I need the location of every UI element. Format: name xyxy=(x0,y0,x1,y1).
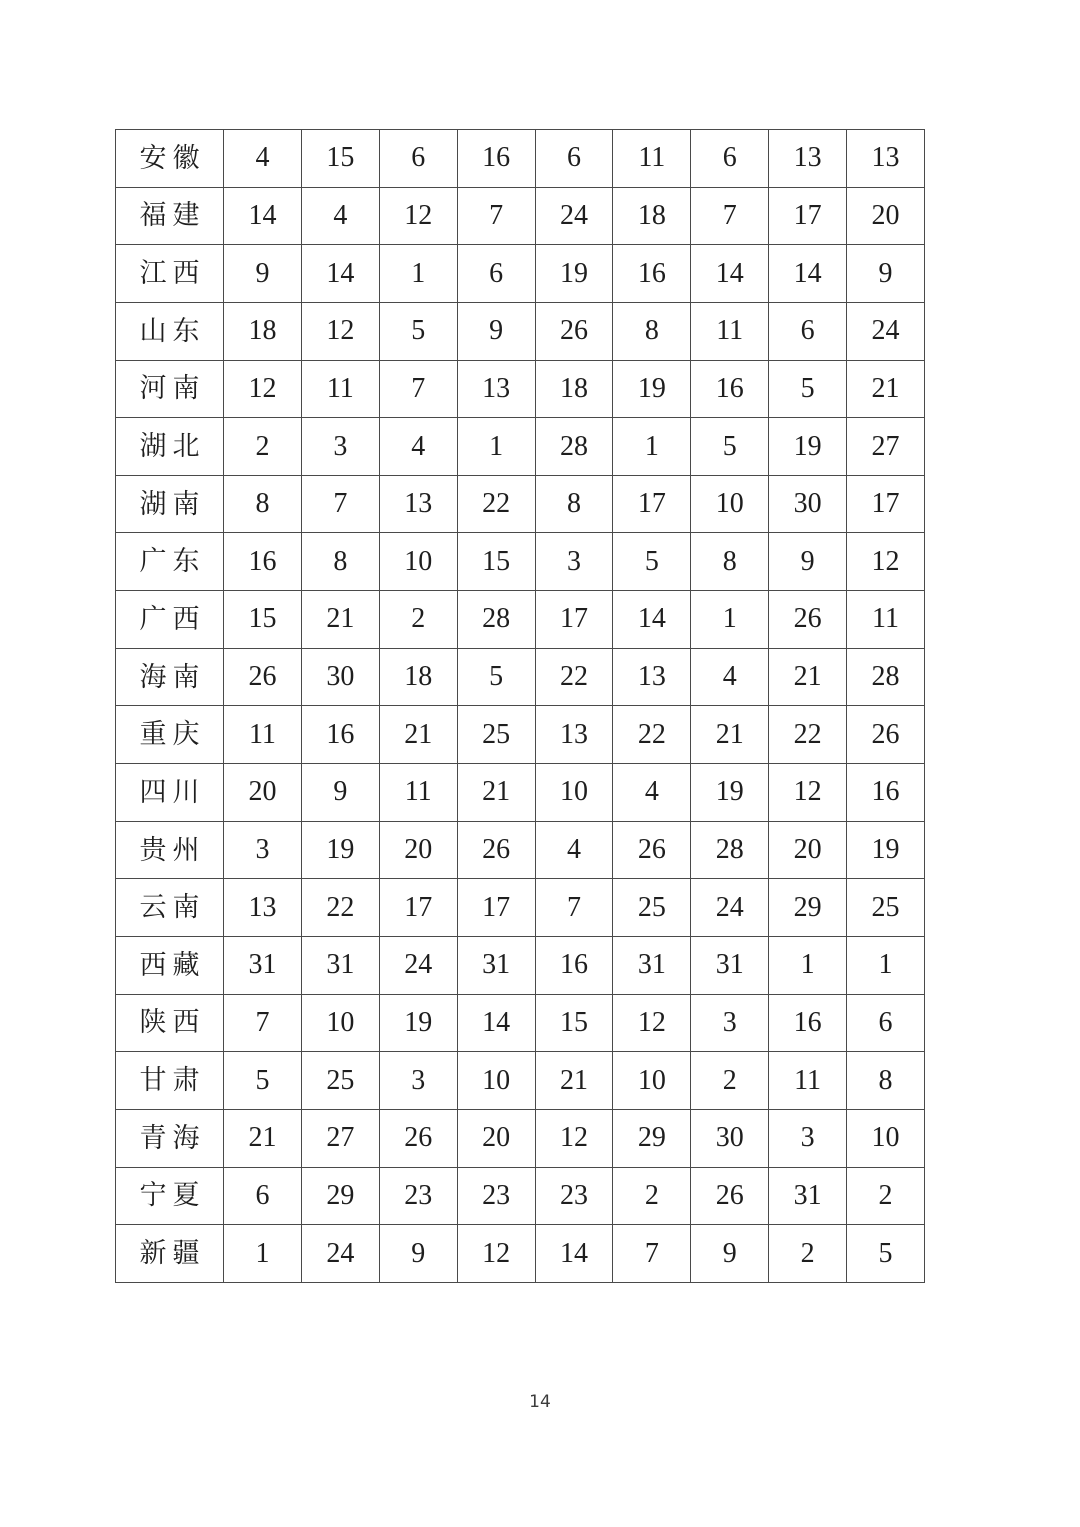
value-cell: 3 xyxy=(224,821,302,879)
value-cell: 3 xyxy=(301,418,379,476)
province-cell: 山东 xyxy=(116,302,224,360)
value-cell: 26 xyxy=(379,1109,457,1167)
value-cell: 15 xyxy=(224,591,302,649)
value-cell: 22 xyxy=(535,648,613,706)
value-cell: 7 xyxy=(379,360,457,418)
value-cell: 26 xyxy=(457,821,535,879)
value-cell: 8 xyxy=(224,475,302,533)
value-cell: 25 xyxy=(613,879,691,937)
value-cell: 13 xyxy=(535,706,613,764)
value-cell: 25 xyxy=(457,706,535,764)
table-row xyxy=(116,879,925,937)
value-cell: 19 xyxy=(847,821,925,879)
value-cell: 7 xyxy=(457,187,535,245)
value-cell: 31 xyxy=(301,936,379,994)
table-row xyxy=(116,706,925,764)
value-cell: 2 xyxy=(691,1052,769,1110)
value-cell: 17 xyxy=(847,475,925,533)
value-cell: 6 xyxy=(535,130,613,188)
value-cell: 4 xyxy=(379,418,457,476)
value-cell: 9 xyxy=(691,1225,769,1283)
value-cell: 14 xyxy=(769,245,847,303)
value-cell: 21 xyxy=(769,648,847,706)
value-cell: 4 xyxy=(535,821,613,879)
value-cell: 2 xyxy=(847,1167,925,1225)
value-cell: 8 xyxy=(613,302,691,360)
province-cell: 新疆 xyxy=(116,1225,224,1283)
value-cell: 11 xyxy=(769,1052,847,1110)
value-cell: 12 xyxy=(224,360,302,418)
value-cell: 26 xyxy=(224,648,302,706)
value-cell: 23 xyxy=(457,1167,535,1225)
province-cell: 安徽 xyxy=(116,130,224,188)
table-row xyxy=(116,994,925,1052)
value-cell: 7 xyxy=(691,187,769,245)
value-cell: 4 xyxy=(224,130,302,188)
value-cell: 23 xyxy=(535,1167,613,1225)
value-cell: 21 xyxy=(691,706,769,764)
province-cell: 甘肃 xyxy=(116,1052,224,1110)
value-cell: 12 xyxy=(769,764,847,822)
value-cell: 18 xyxy=(379,648,457,706)
value-cell: 1 xyxy=(691,591,769,649)
value-cell: 19 xyxy=(769,418,847,476)
value-cell: 7 xyxy=(301,475,379,533)
value-cell: 14 xyxy=(691,245,769,303)
table-row xyxy=(116,302,925,360)
value-cell: 30 xyxy=(769,475,847,533)
value-cell: 10 xyxy=(535,764,613,822)
value-cell: 17 xyxy=(379,879,457,937)
value-cell: 20 xyxy=(847,187,925,245)
table-row xyxy=(116,360,925,418)
value-cell: 4 xyxy=(691,648,769,706)
value-cell: 15 xyxy=(535,994,613,1052)
value-cell: 1 xyxy=(379,245,457,303)
value-cell: 10 xyxy=(457,1052,535,1110)
table-row xyxy=(116,591,925,649)
value-cell: 8 xyxy=(535,475,613,533)
value-cell: 13 xyxy=(379,475,457,533)
value-cell: 16 xyxy=(613,245,691,303)
table-row xyxy=(116,821,925,879)
value-cell: 12 xyxy=(535,1109,613,1167)
value-cell: 25 xyxy=(847,879,925,937)
value-cell: 9 xyxy=(301,764,379,822)
province-cell: 陕西 xyxy=(116,994,224,1052)
table-row xyxy=(116,1052,925,1110)
value-cell: 12 xyxy=(847,533,925,591)
value-cell: 11 xyxy=(847,591,925,649)
table-row xyxy=(116,1109,925,1167)
value-cell: 3 xyxy=(691,994,769,1052)
province-rank-table xyxy=(115,129,925,1283)
value-cell: 20 xyxy=(379,821,457,879)
value-cell: 19 xyxy=(301,821,379,879)
value-cell: 24 xyxy=(847,302,925,360)
value-cell: 3 xyxy=(379,1052,457,1110)
value-cell: 16 xyxy=(691,360,769,418)
value-cell: 31 xyxy=(691,936,769,994)
value-cell: 26 xyxy=(769,591,847,649)
value-cell: 13 xyxy=(769,130,847,188)
table-row xyxy=(116,1225,925,1283)
value-cell: 9 xyxy=(379,1225,457,1283)
value-cell: 26 xyxy=(613,821,691,879)
value-cell: 22 xyxy=(769,706,847,764)
value-cell: 17 xyxy=(457,879,535,937)
value-cell: 10 xyxy=(301,994,379,1052)
value-cell: 20 xyxy=(224,764,302,822)
value-cell: 9 xyxy=(769,533,847,591)
value-cell: 9 xyxy=(457,302,535,360)
value-cell: 31 xyxy=(224,936,302,994)
value-cell: 6 xyxy=(847,994,925,1052)
value-cell: 30 xyxy=(691,1109,769,1167)
value-cell: 6 xyxy=(769,302,847,360)
value-cell: 19 xyxy=(613,360,691,418)
province-cell: 广西 xyxy=(116,591,224,649)
table-row xyxy=(116,245,925,303)
value-cell: 20 xyxy=(457,1109,535,1167)
province-cell: 福建 xyxy=(116,187,224,245)
value-cell: 31 xyxy=(769,1167,847,1225)
value-cell: 28 xyxy=(535,418,613,476)
value-cell: 27 xyxy=(847,418,925,476)
value-cell: 26 xyxy=(847,706,925,764)
value-cell: 26 xyxy=(535,302,613,360)
value-cell: 21 xyxy=(535,1052,613,1110)
table-row xyxy=(116,648,925,706)
value-cell: 3 xyxy=(769,1109,847,1167)
value-cell: 4 xyxy=(301,187,379,245)
value-cell: 16 xyxy=(535,936,613,994)
value-cell: 21 xyxy=(224,1109,302,1167)
value-cell: 1 xyxy=(769,936,847,994)
table-row xyxy=(116,475,925,533)
value-cell: 5 xyxy=(769,360,847,418)
value-cell: 8 xyxy=(847,1052,925,1110)
province-cell: 江西 xyxy=(116,245,224,303)
province-cell: 广东 xyxy=(116,533,224,591)
province-cell: 贵州 xyxy=(116,821,224,879)
value-cell: 10 xyxy=(379,533,457,591)
value-cell: 6 xyxy=(457,245,535,303)
value-cell: 8 xyxy=(301,533,379,591)
value-cell: 29 xyxy=(301,1167,379,1225)
value-cell: 7 xyxy=(224,994,302,1052)
value-cell: 12 xyxy=(301,302,379,360)
value-cell: 14 xyxy=(457,994,535,1052)
page-number: 14 xyxy=(529,1392,551,1412)
value-cell: 16 xyxy=(769,994,847,1052)
value-cell: 13 xyxy=(613,648,691,706)
value-cell: 7 xyxy=(613,1225,691,1283)
table-row xyxy=(116,418,925,476)
value-cell: 25 xyxy=(301,1052,379,1110)
province-cell: 西藏 xyxy=(116,936,224,994)
value-cell: 11 xyxy=(301,360,379,418)
value-cell: 2 xyxy=(613,1167,691,1225)
value-cell: 18 xyxy=(224,302,302,360)
value-cell: 12 xyxy=(613,994,691,1052)
value-cell: 1 xyxy=(224,1225,302,1283)
value-cell: 6 xyxy=(691,130,769,188)
value-cell: 16 xyxy=(224,533,302,591)
value-cell: 16 xyxy=(847,764,925,822)
value-cell: 28 xyxy=(847,648,925,706)
value-cell: 14 xyxy=(301,245,379,303)
table-row xyxy=(116,936,925,994)
value-cell: 9 xyxy=(224,245,302,303)
value-cell: 11 xyxy=(379,764,457,822)
value-cell: 26 xyxy=(691,1167,769,1225)
value-cell: 20 xyxy=(769,821,847,879)
value-cell: 5 xyxy=(457,648,535,706)
province-cell: 四川 xyxy=(116,764,224,822)
value-cell: 14 xyxy=(613,591,691,649)
value-cell: 29 xyxy=(613,1109,691,1167)
province-cell: 湖南 xyxy=(116,475,224,533)
table-row xyxy=(116,1167,925,1225)
value-cell: 15 xyxy=(457,533,535,591)
province-cell: 云南 xyxy=(116,879,224,937)
value-cell: 6 xyxy=(379,130,457,188)
value-cell: 21 xyxy=(847,360,925,418)
table-row xyxy=(116,187,925,245)
value-cell: 22 xyxy=(613,706,691,764)
value-cell: 3 xyxy=(535,533,613,591)
value-cell: 1 xyxy=(847,936,925,994)
value-cell: 16 xyxy=(301,706,379,764)
table-row xyxy=(116,533,925,591)
value-cell: 13 xyxy=(224,879,302,937)
value-cell: 11 xyxy=(691,302,769,360)
value-cell: 19 xyxy=(379,994,457,1052)
table-row xyxy=(116,130,925,188)
value-cell: 21 xyxy=(379,706,457,764)
value-cell: 14 xyxy=(535,1225,613,1283)
value-cell: 5 xyxy=(691,418,769,476)
value-cell: 9 xyxy=(847,245,925,303)
value-cell: 31 xyxy=(457,936,535,994)
table-row xyxy=(116,764,925,822)
value-cell: 4 xyxy=(613,764,691,822)
value-cell: 30 xyxy=(301,648,379,706)
value-cell: 5 xyxy=(613,533,691,591)
value-cell: 16 xyxy=(457,130,535,188)
value-cell: 7 xyxy=(535,879,613,937)
value-cell: 21 xyxy=(457,764,535,822)
value-cell: 5 xyxy=(224,1052,302,1110)
value-cell: 10 xyxy=(691,475,769,533)
value-cell: 28 xyxy=(457,591,535,649)
value-cell: 17 xyxy=(769,187,847,245)
value-cell: 31 xyxy=(613,936,691,994)
value-cell: 13 xyxy=(457,360,535,418)
value-cell: 24 xyxy=(301,1225,379,1283)
province-cell: 重庆 xyxy=(116,706,224,764)
province-rank-table-body xyxy=(116,130,925,1283)
value-cell: 8 xyxy=(691,533,769,591)
value-cell: 24 xyxy=(691,879,769,937)
province-cell: 宁夏 xyxy=(116,1167,224,1225)
value-cell: 23 xyxy=(379,1167,457,1225)
value-cell: 5 xyxy=(847,1225,925,1283)
value-cell: 12 xyxy=(457,1225,535,1283)
value-cell: 28 xyxy=(691,821,769,879)
value-cell: 19 xyxy=(691,764,769,822)
value-cell: 17 xyxy=(535,591,613,649)
value-cell: 27 xyxy=(301,1109,379,1167)
value-cell: 29 xyxy=(769,879,847,937)
value-cell: 18 xyxy=(535,360,613,418)
province-cell: 河南 xyxy=(116,360,224,418)
value-cell: 24 xyxy=(379,936,457,994)
value-cell: 15 xyxy=(301,130,379,188)
value-cell: 22 xyxy=(301,879,379,937)
province-cell: 湖北 xyxy=(116,418,224,476)
value-cell: 11 xyxy=(224,706,302,764)
value-cell: 10 xyxy=(847,1109,925,1167)
value-cell: 13 xyxy=(847,130,925,188)
value-cell: 11 xyxy=(613,130,691,188)
value-cell: 17 xyxy=(613,475,691,533)
value-cell: 5 xyxy=(379,302,457,360)
value-cell: 2 xyxy=(379,591,457,649)
value-cell: 6 xyxy=(224,1167,302,1225)
value-cell: 2 xyxy=(224,418,302,476)
value-cell: 2 xyxy=(769,1225,847,1283)
value-cell: 12 xyxy=(379,187,457,245)
province-cell: 海南 xyxy=(116,648,224,706)
value-cell: 21 xyxy=(301,591,379,649)
value-cell: 1 xyxy=(457,418,535,476)
value-cell: 18 xyxy=(613,187,691,245)
value-cell: 14 xyxy=(224,187,302,245)
value-cell: 22 xyxy=(457,475,535,533)
value-cell: 19 xyxy=(535,245,613,303)
value-cell: 1 xyxy=(613,418,691,476)
value-cell: 10 xyxy=(613,1052,691,1110)
value-cell: 24 xyxy=(535,187,613,245)
province-cell: 青海 xyxy=(116,1109,224,1167)
